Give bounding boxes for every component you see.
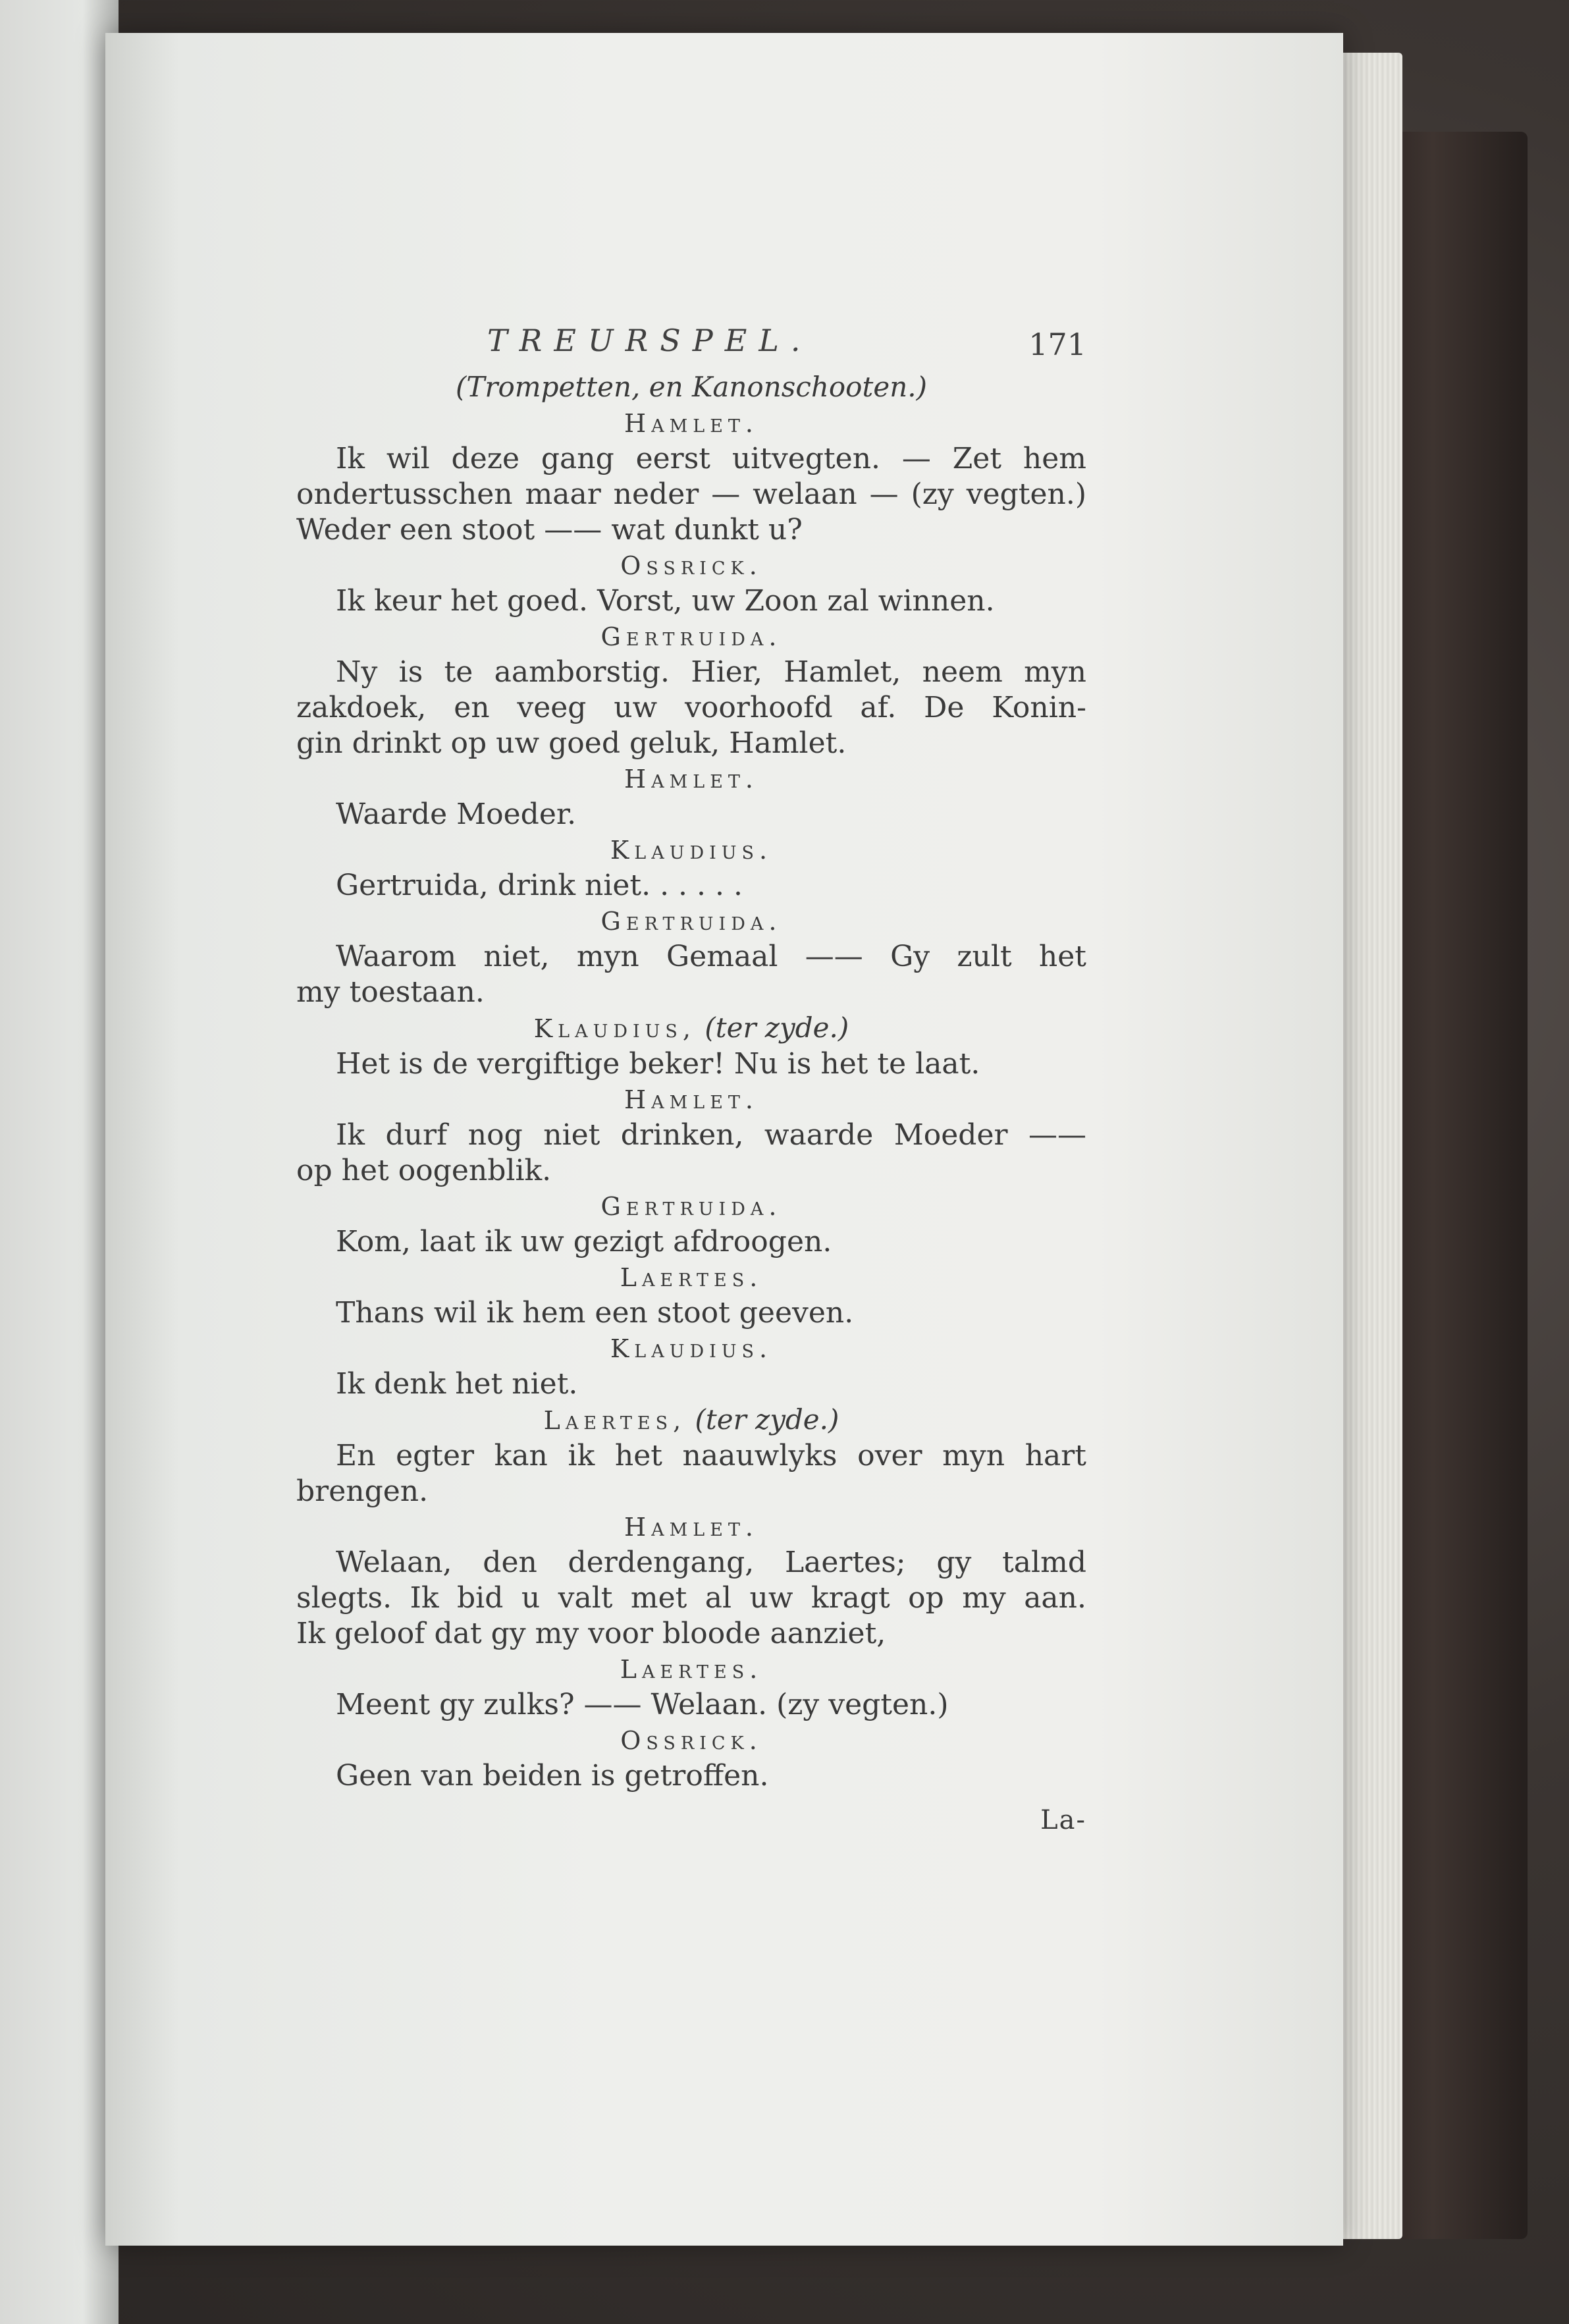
speech-block	[296, 761, 1086, 832]
text-line: Weder een stoot —— wat dunkt u?	[296, 513, 803, 547]
speech-block	[296, 1723, 1086, 1794]
text-line: Ik wil deze gang eerst uitvegten. — Zet hem	[336, 442, 1086, 475]
speaker-name	[296, 1010, 1086, 1046]
speech-block	[296, 1010, 1086, 1082]
text-line: Ny is te aamborstig. Hier, Hamlet, neem myn	[336, 655, 1086, 689]
speaker-label: Hamlet.	[624, 1513, 758, 1542]
speaker-name	[296, 619, 1086, 655]
speech-block	[296, 548, 1086, 619]
page-text	[296, 310, 1086, 1840]
page-number: 171	[1028, 327, 1086, 362]
speaker-aside: (ter zyde.)	[686, 1403, 839, 1436]
speech-block	[296, 1652, 1086, 1723]
text-line: zakdoek, en veeg uw voorhoofd af. De Konin-	[296, 691, 1086, 724]
text-line: Ik keur het goed. Vorst, uw Zoon zal winnen.	[336, 584, 995, 618]
speech-block	[296, 832, 1086, 904]
speaker-name	[296, 1082, 1086, 1118]
speech-block	[296, 1189, 1086, 1260]
speaker-label: Laertes.	[620, 1263, 763, 1292]
running-head	[296, 310, 1086, 369]
speaker-name	[296, 1723, 1086, 1758]
text-line: Kom, laat ik uw gezigt afdroogen.	[336, 1225, 832, 1258]
speech-block	[296, 1082, 1086, 1189]
text-line: my toestaan.	[296, 975, 485, 1009]
speaker-name	[296, 548, 1086, 583]
speech-block	[296, 1260, 1086, 1331]
text-line: Gertruida, drink niet. . . . . .	[336, 869, 743, 902]
speaker-aside: (ter zyde.)	[695, 1012, 849, 1044]
speech-block	[296, 1509, 1086, 1652]
text-line: op het oogenblik.	[296, 1154, 552, 1187]
speaker-label: Gertruida.	[600, 907, 782, 936]
speaker-name	[296, 1189, 1086, 1224]
speaker-label: Laertes.	[620, 1655, 763, 1684]
speaker-label: Gertruida.	[600, 622, 782, 651]
speaker-label: Laertes,	[543, 1406, 687, 1435]
text-line: Ik geloof dat gy my voor bloode aanziet,	[296, 1617, 886, 1650]
text-line: Ik durf nog niet drinken, waarde Moeder ——	[336, 1118, 1086, 1152]
text-line: Geen van beiden is getroffen.	[336, 1759, 769, 1793]
speaker-name	[296, 761, 1086, 797]
text-line: brengen.	[296, 1474, 429, 1508]
text-line: Meent gy zulks? —— Welaan. (zy vegten.)	[336, 1688, 949, 1721]
text-line: Thans wil ik hem een stoot geeven.	[336, 1296, 854, 1330]
speaker-label: Hamlet.	[624, 409, 758, 438]
speech-block	[296, 619, 1086, 761]
running-title: TREURSPEL.	[487, 323, 812, 358]
speaker-label: Ossrick.	[620, 551, 762, 580]
text-line: Ik denk het niet.	[336, 1367, 578, 1401]
speaker-label: Gertruida.	[600, 1192, 782, 1221]
speaker-name	[296, 406, 1086, 441]
left-page-edge	[0, 0, 119, 2324]
speaker-name	[296, 904, 1086, 939]
text-line: ondertusschen maar neder — welaan — (zy vegten.)	[296, 477, 1086, 511]
speaker-name	[296, 1402, 1086, 1438]
book-page	[105, 33, 1343, 2246]
speaker-label: Hamlet.	[624, 765, 758, 794]
speech-block	[296, 406, 1086, 548]
catchword: La-	[1040, 1805, 1086, 1835]
speaker-name	[296, 1509, 1086, 1545]
text-line: Waarde Moeder.	[336, 797, 577, 831]
speaker-label: Klaudius.	[610, 836, 773, 865]
stage-direction: (Trompetten, en Kanonschooten.)	[456, 371, 927, 403]
text-line: Het is de vergiftige beker! Nu is het te laat.	[336, 1047, 980, 1081]
speech-block	[296, 1331, 1086, 1402]
speaker-label: Hamlet.	[624, 1085, 758, 1114]
speaker-label: Ossrick.	[620, 1726, 762, 1755]
speech-block	[296, 1402, 1086, 1509]
text-line: gin drinkt op uw goed geluk, Hamlet.	[296, 726, 847, 760]
speeches	[296, 406, 1086, 1794]
speaker-name	[296, 832, 1086, 868]
speaker-name	[296, 1331, 1086, 1366]
speaker-label: Klaudius,	[533, 1014, 696, 1043]
speech-block	[296, 904, 1086, 1010]
speaker-name	[296, 1260, 1086, 1295]
speaker-name	[296, 1652, 1086, 1687]
text-line: Welaan, den derdengang, Laertes; gy talmd	[336, 1546, 1086, 1579]
text-line: En egter kan ik het naauwlyks over myn hart	[336, 1439, 1086, 1473]
speaker-label: Klaudius.	[610, 1334, 773, 1363]
text-line: slegts. Ik bid u valt met al uw kragt op my aan.	[296, 1581, 1086, 1615]
text-line: Waarom niet, myn Gemaal —— Gy zult het	[336, 940, 1086, 973]
